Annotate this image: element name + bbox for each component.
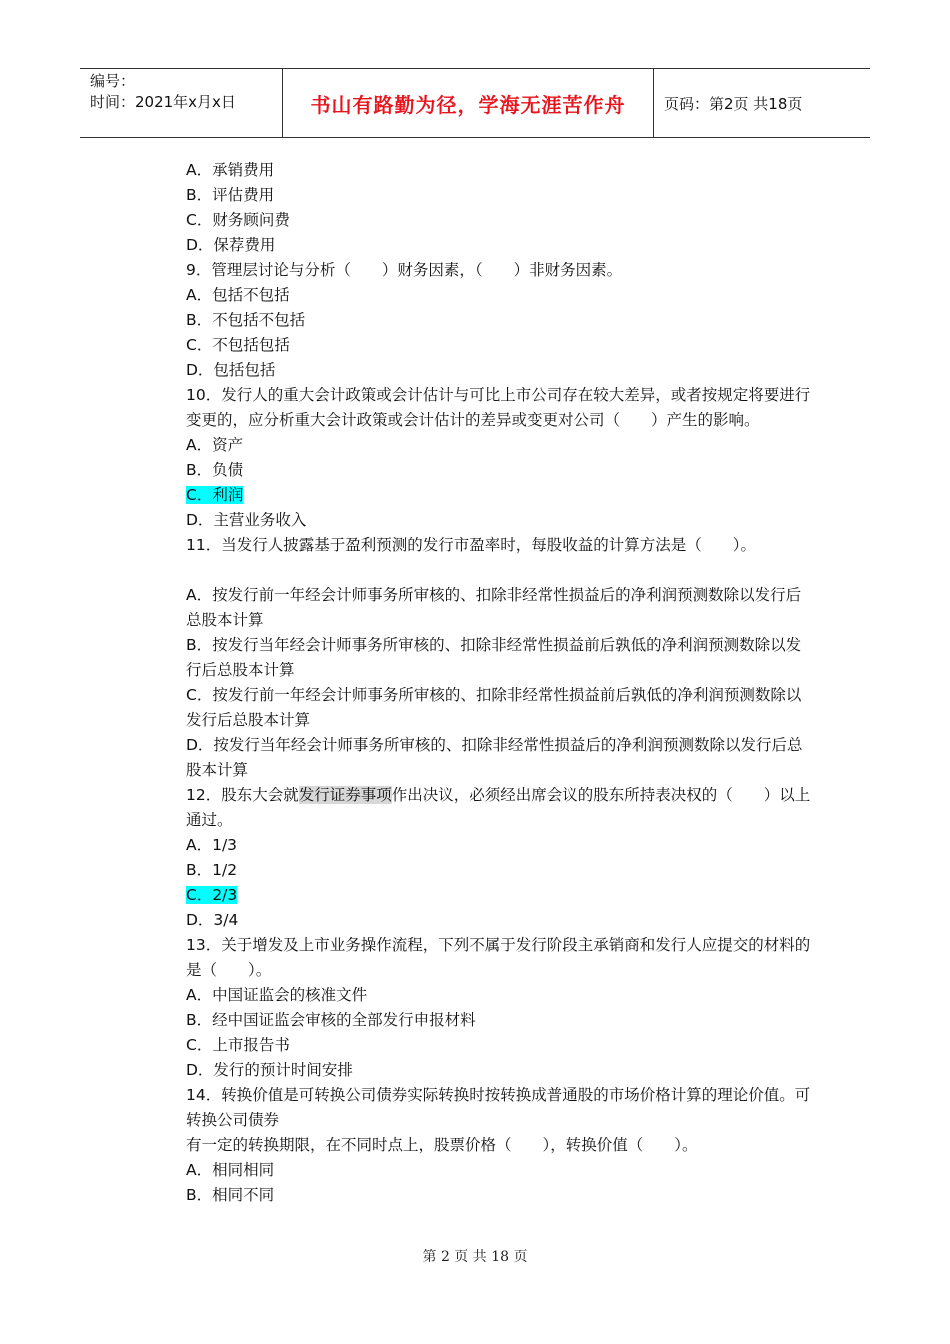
q13-option-d: D．发行的预计时间安排 xyxy=(186,1061,353,1079)
q10-option-a: A．资产 xyxy=(186,436,244,454)
q11-option-a: A．按发行前一年经会计师事务所审核的、扣除非经常性损益后的净利润预测数除以发行后总股本计算 xyxy=(186,586,802,629)
q11-option-b: B．按发行当年经会计师事务所审核的、扣除非经常性损益前后孰低的净利润预测数除以发行后总股本计算 xyxy=(186,636,802,679)
option-d: D．保荐费用 xyxy=(186,236,276,254)
highlighted-answer: C．2/3 xyxy=(186,886,238,904)
question-14-continued: 有一定的转换期限，在不同时点上，股票价格（ ），转换价值（ ）。 xyxy=(186,1136,698,1154)
page-header xyxy=(80,68,870,138)
q13-option-c: C．上市报告书 xyxy=(186,1036,290,1054)
page-footer: 第 2 页 共 18 页 xyxy=(422,1249,528,1265)
question-14: 14．转换价值是可转换公司债券实际转换时按转换成普通股的市场价格计算的理论价值。可转换公司债券 xyxy=(186,1086,811,1129)
header-motto: 书山有路勤为径，学海无涯苦作舟 xyxy=(282,69,654,137)
q14-option-b: B．相同不同 xyxy=(186,1186,275,1204)
question-10: 10．发行人的重大会计政策或会计估计与可比上市公司存在较大差异，或者按规定将要进行变更的，应分析重大会计政策或会计估计的差异或变更对公司（ ）产生的影响。 xyxy=(186,386,811,429)
q12-option-d: D．3/4 xyxy=(186,911,239,929)
q12-text-start: 12．股东大会就 xyxy=(186,786,299,804)
option-c: C．财务顾问费 xyxy=(186,211,290,229)
document-body xyxy=(144,158,812,1208)
option-b: B．评估费用 xyxy=(186,186,275,204)
q9-option-b: B．不包括不包括 xyxy=(186,311,306,329)
time-label: 时间：2021年x月x日 xyxy=(90,93,236,111)
q12-option-a: A．1/3 xyxy=(186,836,238,854)
q9-option-a: A．包括不包括 xyxy=(186,286,290,304)
q13-option-a: A．中国证监会的核准文件 xyxy=(186,986,368,1004)
q11-option-c: C．按发行前一年经会计师事务所审核的、扣除非经常性损益前后孰低的净利润预测数除以发行后总股本计算 xyxy=(186,686,802,729)
number-label: 编号： xyxy=(90,72,136,90)
question-9: 9．管理层讨论与分析（ ）财务因素，（ ）非财务因素。 xyxy=(186,261,623,279)
option-a: A．承销费用 xyxy=(186,161,275,179)
q10-option-b: B．负债 xyxy=(186,461,244,479)
q12-option-c xyxy=(144,883,812,908)
q12-text-end: 作出决议，必须经出席会议的股东所持表决权的（ ）以上通过。 xyxy=(186,786,811,829)
q14-option-a: A．相同相同 xyxy=(186,1161,275,1179)
blank-line xyxy=(144,558,812,583)
highlighted-answer: C．利润 xyxy=(186,486,244,504)
question-11: 11．当发行人披露基于盈利预测的发行市盈率时，每股收益的计算方法是（ ）。 xyxy=(186,536,756,554)
q12-option-b: B．1/2 xyxy=(186,861,238,879)
q10-option-d: D．主营业务收入 xyxy=(186,511,307,529)
q12-marked-text: 发行证券事项 xyxy=(298,786,392,804)
q10-option-c xyxy=(144,483,812,508)
q9-option-d: D．包括包括 xyxy=(186,361,276,379)
header-meta xyxy=(80,69,282,137)
header-page-label: 页码：第2页 共18页 xyxy=(664,94,803,113)
q11-option-d: D．按发行当年经会计师事务所审核的、扣除非经常性损益后的净利润预测数除以发行后总股本计算 xyxy=(186,736,803,779)
question-13: 13．关于增发及上市业务操作流程，下列不属于发行阶段主承销商和发行人应提交的材料的是（ ）。 xyxy=(186,936,811,979)
q13-option-b: B．经中国证监会审核的全部发行申报材料 xyxy=(186,1011,476,1029)
question-12 xyxy=(144,783,812,833)
q9-option-c: C．不包括包括 xyxy=(186,336,290,354)
